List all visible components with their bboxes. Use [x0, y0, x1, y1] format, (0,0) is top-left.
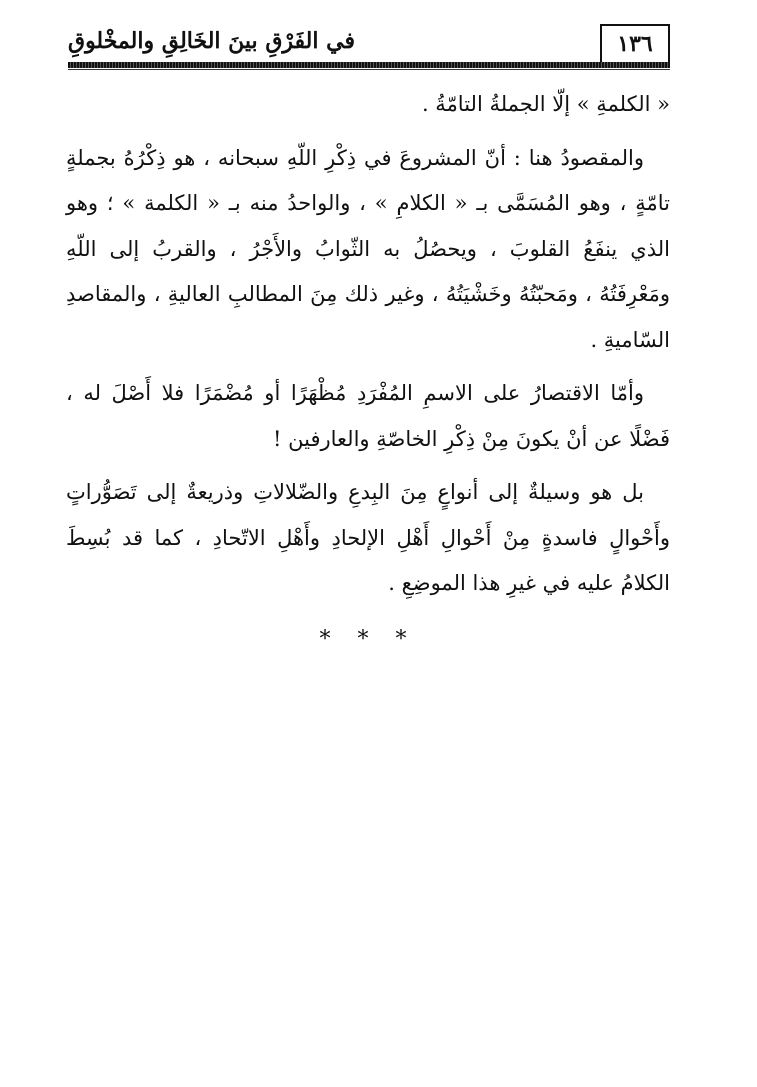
page-number: ١٣٦ — [600, 24, 670, 62]
paragraph-means-to-innovation: بل هو وسيلةٌ إلى أنواعٍ مِنَ البِدعِ والضّلالاتِ وذريعةٌ إلى تَصَوُّراتٍ وأَحْوالٍ فاسدةٍ مِنْ أَحْوالِ أَهْلِ الإلحادِ وأَهْلِ الاتّحادِ ، كما قد بُسِطَ الكلامُ عليه في غيرِ هذا الموضِعِ . — [66, 480, 670, 595]
page-header — [68, 24, 670, 64]
header-rule-thin — [68, 69, 670, 70]
paragraph-continuation: « الكلمةِ » إلّا الجملةُ التامّةُ . — [421, 92, 670, 116]
paragraph-single-name: وأمّا الاقتصارُ على الاسمِ المُفْرَدِ مُظْهَرًا أو مُضْمَرًا فلا أَصْلَ له ، فَضْلًا عن أنْ يكونَ مِنْ ذِكْرِ الخاصّةِ والعارفين ! — [66, 381, 670, 451]
paragraph-intended-meaning: والمقصودُ هنا : أنّ المشروعَ في ذِكْرِ اللّهِ سبحانه ، هو ذِكْرُهُ بجملةٍ تامّةٍ ، وهو المُسَمَّى بـ « الكلامِ » ، والواحدُ منه بـ « الكلمة » ؛ وهو الذي ينفَعُ القلوبَ ، ويحصُلُ به الثّوابُ والأَجْرُ ، والقربُ إلى اللّهِ ومَعْرِفَتُهُ ، ومَحبّتُهُ وخَشْيَتُهُ ، وغير ذلك مِنَ المطالبِ العاليةِ ، والمقاصدِ السّاميةِ . — [66, 145, 670, 352]
section-separator: * * * — [319, 626, 417, 652]
running-title: في الفَرْقِ بينَ الخَالِقِ والمخْلوقِ — [68, 28, 355, 54]
header-rule — [68, 62, 670, 68]
text-body — [66, 82, 670, 662]
